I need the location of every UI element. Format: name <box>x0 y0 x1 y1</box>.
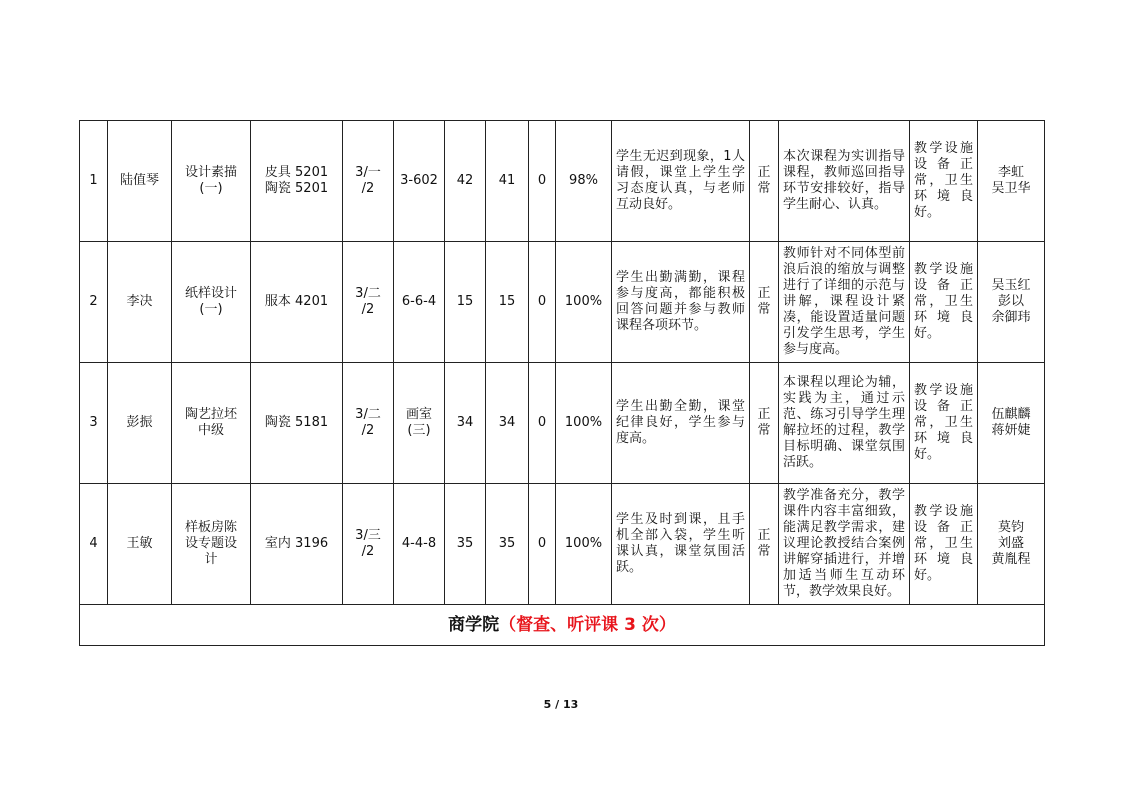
room-cell: 画室 (三) <box>394 363 445 484</box>
room-cell: 3-602 <box>394 121 445 242</box>
teacher-name: 彭振 <box>108 363 172 484</box>
row-number: 2 <box>80 242 108 363</box>
attendance-rate: 98% <box>556 121 612 242</box>
class-name: 陶瓷 5181 <box>251 363 343 484</box>
absent-count: 0 <box>529 363 556 484</box>
facility-status: 教学设施设备正常，卫生环境良好。 <box>910 121 978 242</box>
facility-status: 教学设施设备正常，卫生环境良好。 <box>910 242 978 363</box>
section-name: 商学院 <box>448 615 500 635</box>
table-row <box>80 242 1045 363</box>
page-number: 5 / 13 <box>543 698 579 711</box>
facility-status: 教学设施设备正常，卫生环境良好。 <box>910 484 978 605</box>
teaching-evaluation: 教师针对不同体型前浪后浪的缩放与调整进行了详细的示范与讲解，课程设计紧凑，能设置适量问题引发学生思考，学生参与度高。 <box>779 242 910 363</box>
teaching-evaluation: 本课程以理论为辅，实践为主，通过示范、练习引导学生理解拉坯的过程，教学目标明确、课堂氛围活跃。 <box>779 363 910 484</box>
section-note: （督查、听评课 3 次） <box>499 615 676 635</box>
inspector-names: 伍麒麟 蒋妍婕 <box>978 363 1045 484</box>
order-status: 正 常 <box>750 363 779 484</box>
enrolled-count: 15 <box>445 242 486 363</box>
row-number: 4 <box>80 484 108 605</box>
period-cell: 3/一 /2 <box>343 121 394 242</box>
table-row <box>80 484 1045 605</box>
inspector-names: 吴玉红 彭以 余御玮 <box>978 242 1045 363</box>
class-name: 室内 3196 <box>251 484 343 605</box>
student-status: 学生及时到课，且手机全部入袋，学生听课认真，课堂氛围活跃。 <box>612 484 750 605</box>
absent-count: 0 <box>529 242 556 363</box>
attendance-rate: 100% <box>556 484 612 605</box>
present-count: 41 <box>486 121 529 242</box>
present-count: 35 <box>486 484 529 605</box>
order-status: 正 常 <box>750 242 779 363</box>
period-cell: 3/二 /2 <box>343 242 394 363</box>
order-status: 正 常 <box>750 121 779 242</box>
student-status: 学生出勤满勤，课程参与度高，都能积极回答问题并参与教师课程各项环节。 <box>612 242 750 363</box>
class-name: 服本 4201 <box>251 242 343 363</box>
present-count: 34 <box>486 363 529 484</box>
absent-count: 0 <box>529 484 556 605</box>
student-status: 学生无迟到现象，1人请假，课堂上学生学习态度认真，与老师互动良好。 <box>612 121 750 242</box>
inspector-names: 李虹 吴卫华 <box>978 121 1045 242</box>
teacher-name: 李决 <box>108 242 172 363</box>
teaching-evaluation: 本次课程为实训指导课程，教师巡回指导环节安排较好，指导学生耐心、认真。 <box>779 121 910 242</box>
table-row <box>80 121 1045 242</box>
teaching-evaluation: 教学准备充分，教学课件内容丰富细致，能满足教学需求，建议理论教授结合案例讲解穿插进行，并增加适当师生互动环节，教学效果良好。 <box>779 484 910 605</box>
period-cell: 3/二 /2 <box>343 363 394 484</box>
absent-count: 0 <box>529 121 556 242</box>
row-number: 1 <box>80 121 108 242</box>
course-name: 纸样设计 (一) <box>172 242 251 363</box>
course-name: 设计素描 (一) <box>172 121 251 242</box>
teacher-name: 陆值琴 <box>108 121 172 242</box>
room-cell: 6-6-4 <box>394 242 445 363</box>
room-cell: 4-4-8 <box>394 484 445 605</box>
student-status: 学生出勤全勤，课堂纪律良好，学生参与度高。 <box>612 363 750 484</box>
inspector-names: 莫钧 刘盛 黄胤程 <box>978 484 1045 605</box>
row-number: 3 <box>80 363 108 484</box>
attendance-rate: 100% <box>556 363 612 484</box>
present-count: 15 <box>486 242 529 363</box>
section-row <box>80 605 1045 646</box>
attendance-rate: 100% <box>556 242 612 363</box>
period-cell: 3/三 /2 <box>343 484 394 605</box>
class-name: 皮具 5201 陶瓷 5201 <box>251 121 343 242</box>
inspection-table <box>79 120 1045 646</box>
section-heading <box>80 605 1045 646</box>
enrolled-count: 42 <box>445 121 486 242</box>
course-name: 陶艺拉坯 中级 <box>172 363 251 484</box>
teacher-name: 王敏 <box>108 484 172 605</box>
enrolled-count: 34 <box>445 363 486 484</box>
table-row <box>80 363 1045 484</box>
enrolled-count: 35 <box>445 484 486 605</box>
course-name: 样板房陈 设专题设 计 <box>172 484 251 605</box>
order-status: 正 常 <box>750 484 779 605</box>
facility-status: 教学设施设备正常，卫生环境良好。 <box>910 363 978 484</box>
